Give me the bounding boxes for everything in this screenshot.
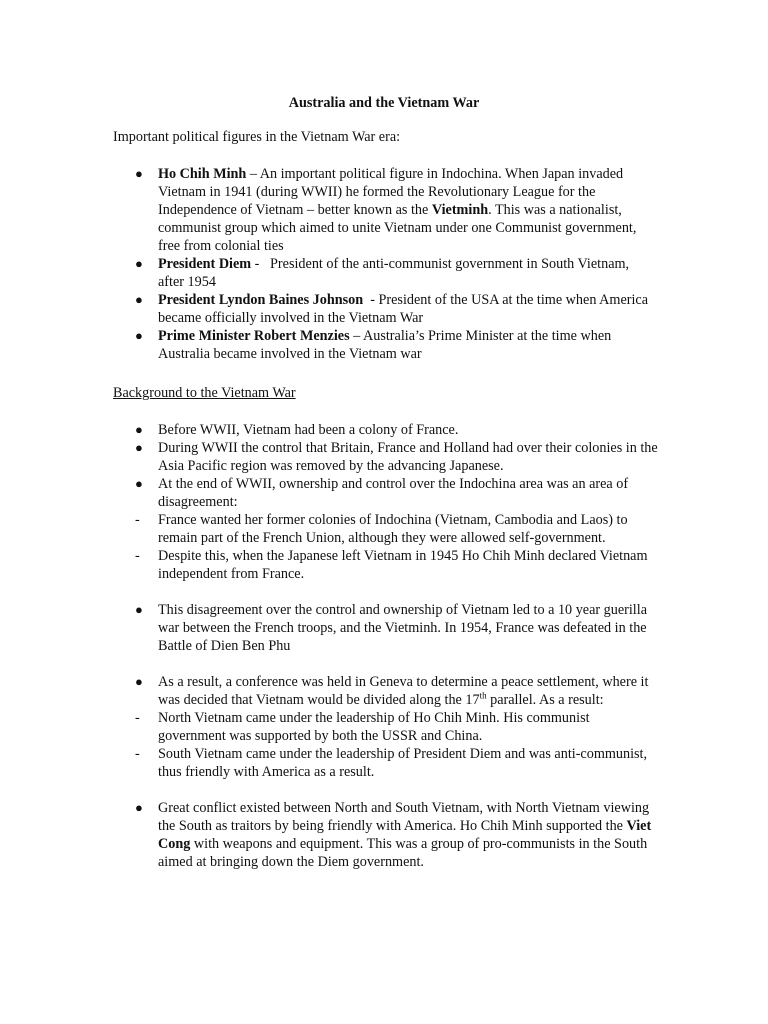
bullet-marker: ● <box>135 602 143 617</box>
bullet-marker: ● <box>135 800 143 815</box>
bullet-marker: ● <box>135 166 143 181</box>
bullet-marker: ● <box>135 328 143 343</box>
item-text: France wanted her former colonies of Indochina (Vietnam, Cambodia and Laos) to remain part of the French Union, although they were allowed self-government. <box>158 512 628 546</box>
figure-description: President of the USA at the time when America became officially involved in the Vietnam War <box>158 292 649 326</box>
section-heading: Background to the Vietnam War <box>113 385 296 401</box>
item-text: As a result, a conference was held in Geneva to determine a peace settlement, where it was decided that Vietnam would be divided along the 17 <box>158 674 649 708</box>
spacer <box>0 655 768 673</box>
figure-name: Ho Chih Minh <box>158 166 247 182</box>
list-item-robert-menzies <box>0 327 658 363</box>
separator: - <box>251 256 271 272</box>
list-item <box>0 439 658 475</box>
bullet-marker: ● <box>135 440 143 455</box>
background-list <box>0 421 768 871</box>
sub-list-item <box>0 511 658 547</box>
separator: - <box>363 292 379 308</box>
bullet-marker: ● <box>135 292 143 307</box>
figure-name: President Diem <box>158 256 252 272</box>
list-item <box>0 475 658 511</box>
sub-list-item <box>0 547 658 583</box>
bold-term-vietminh: Vietminh <box>431 202 489 218</box>
item-text: Despite this, when the Japanese left Vietnam in 1945 Ho Chih Minh declared Vietnam independent from France. <box>158 548 648 582</box>
figure-description: President of the anti-communist government in South Vietnam, after 1954 <box>158 256 630 290</box>
bullet-marker: ● <box>135 256 143 271</box>
item-text: Great conflict existed between North and South Vietnam, with North Vietnam viewing the South as traitors by being friendly with America. Ho Chih Minh supported the <box>158 800 650 834</box>
list-item-president-diem <box>0 255 658 291</box>
item-text: At the end of WWII, ownership and control over the Indochina area was an area of disagreement: <box>158 476 629 510</box>
document-title: Australia and the Vietnam War <box>288 95 480 111</box>
item-text: During WWII the control that Britain, France and Holland had over their colonies in the Asia Pacific region was removed by the advancing Japanese. <box>158 440 658 474</box>
item-text: This disagreement over the control and ownership of Vietnam led to a 10 year guerilla war between the French troops, and the Vietminh. In 1954, France was defeated in the Battle of Dien Ben Phu <box>158 602 647 654</box>
list-item <box>0 799 658 871</box>
separator: – <box>246 166 260 182</box>
item-text-cont: with weapons and equipment. This was a group of pro-communists in the South aimed at bringing down the Diem government. <box>158 836 648 870</box>
figure-name: Prime Minister Robert Menzies <box>158 328 350 344</box>
list-item <box>0 673 658 709</box>
bullet-marker: ● <box>135 422 143 437</box>
separator: – <box>349 328 363 344</box>
figure-description: An important political figure in Indochina. When Japan invaded Vietnam in 1941 (during WWII) he formed the Revolutionary League for the Independence of Vietnam – better known as the <box>158 166 624 218</box>
list-item <box>0 601 658 655</box>
figures-list <box>0 165 768 363</box>
list-item-lyndon-johnson <box>0 291 658 327</box>
dash-marker: - <box>135 512 140 528</box>
bullet-marker: ● <box>135 674 143 689</box>
dash-marker: - <box>135 710 140 726</box>
figure-description-cont: . This was a nationalist, communist group which aimed to unite Vietnam under one Communist government, free from colonial ties <box>158 202 637 254</box>
superscript: th <box>479 690 487 701</box>
dash-marker: - <box>135 548 140 564</box>
bold-term-viet-cong: Viet Cong <box>158 818 652 852</box>
item-text-cont: parallel. As a result: <box>486 692 604 708</box>
sub-list-item <box>0 745 658 781</box>
item-text: North Vietnam came under the leadership of Ho Chih Minh. His communist government was supported by both the USSR and China. <box>158 710 590 744</box>
figure-description: Australia’s Prime Minister at the time when Australia became involved in the Vietnam war <box>158 328 612 362</box>
spacer <box>0 583 768 601</box>
list-item <box>0 421 658 439</box>
dash-marker: - <box>135 746 140 762</box>
bullet-marker: ● <box>135 476 143 491</box>
intro-text: Important political figures in the Vietnam War era: <box>113 129 401 145</box>
spacer <box>0 781 768 799</box>
sub-list-item <box>0 709 658 745</box>
list-item-ho-chih-minh <box>0 165 658 255</box>
figure-name: President Lyndon Baines Johnson <box>158 292 364 308</box>
item-text: South Vietnam came under the leadership of President Diem and was anti-communist, thus friendly with America as a result. <box>158 746 648 780</box>
item-text: Before WWII, Vietnam had been a colony of France. <box>158 422 459 438</box>
